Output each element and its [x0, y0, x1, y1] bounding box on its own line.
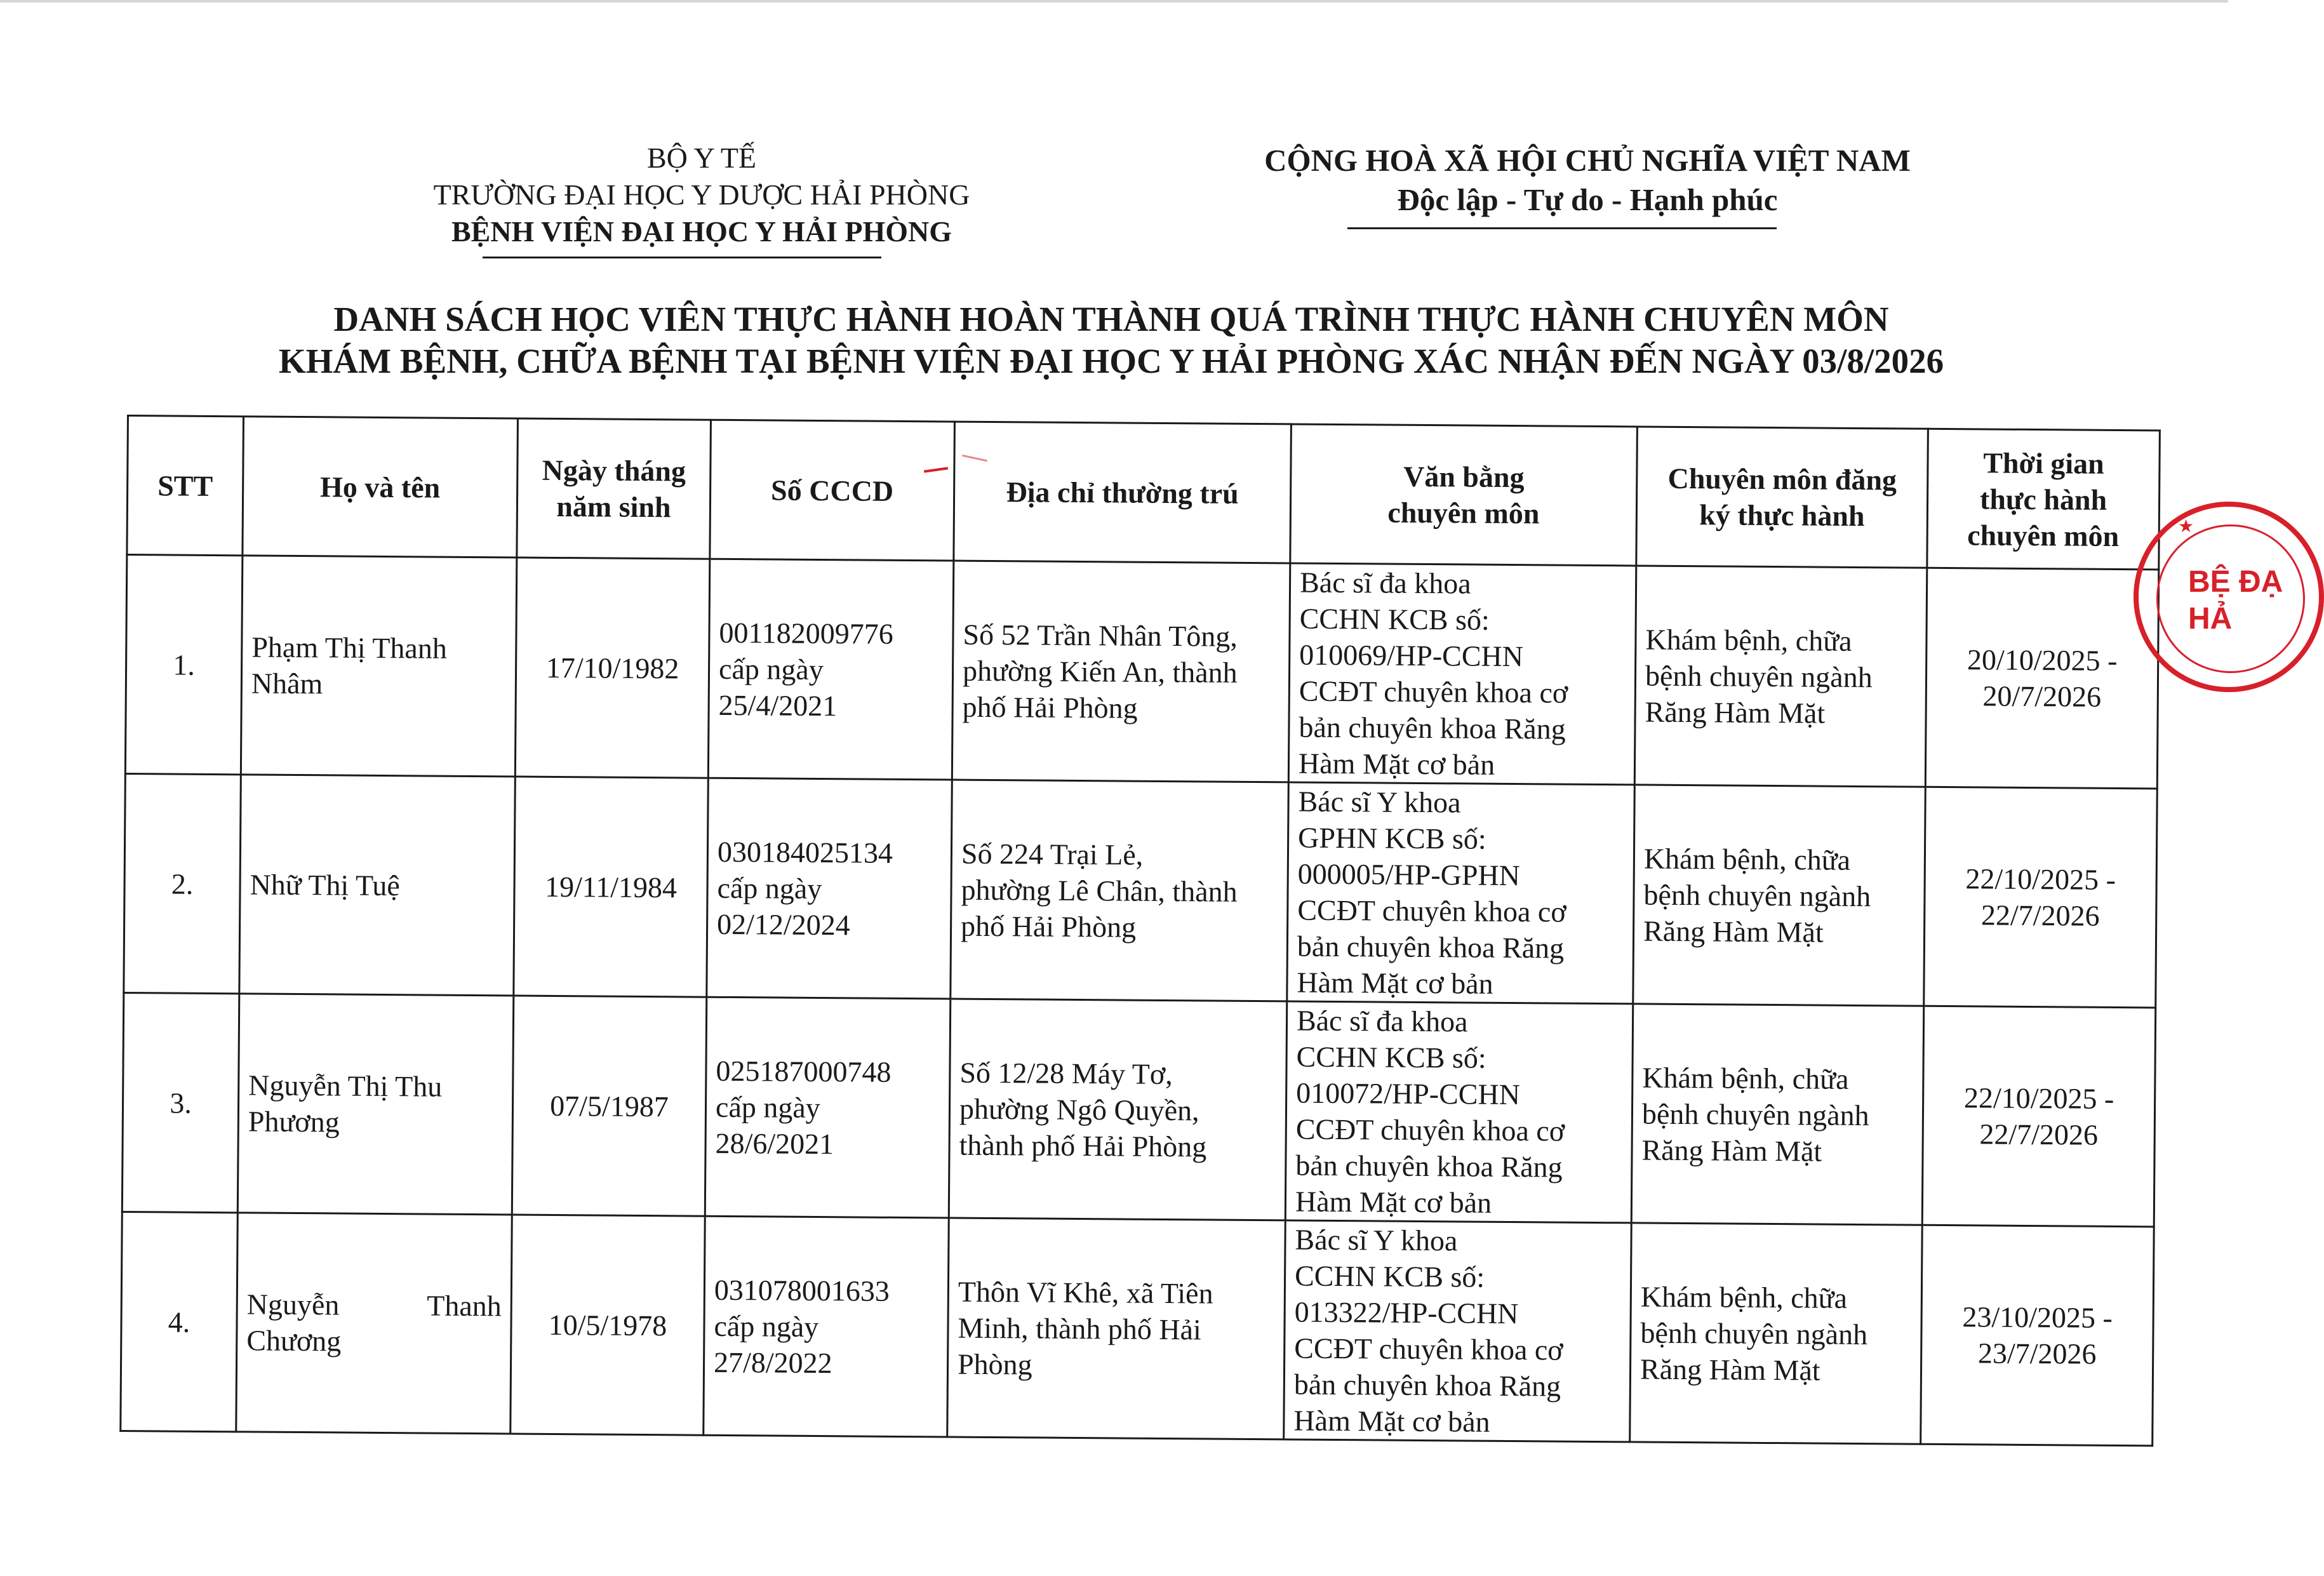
column-header-line: năm sinh	[556, 490, 671, 524]
cell-degree	[1287, 782, 1635, 1004]
cell-cccd	[704, 1216, 949, 1437]
cell-line: 030184025134	[717, 835, 893, 869]
cell-line: Chương	[246, 1324, 342, 1358]
cell-stt: 4.	[121, 1212, 238, 1431]
column-header-line: Họ và tên	[319, 470, 441, 504]
cell-line: phố Hải Phòng	[960, 909, 1137, 944]
cell-line: 025187000748	[716, 1054, 892, 1088]
cell-line: Khám bệnh, chữa	[1645, 623, 1852, 657]
column-header-line: chuyên môn	[1387, 496, 1540, 530]
cell-line: 22/7/2026	[1979, 1118, 2099, 1151]
cell-line: Răng Hàm Mặt	[1639, 1352, 1820, 1387]
cell-line: Số 52 Trần Nhân Tông,	[963, 618, 1238, 653]
cell-line: 25/4/2021	[718, 688, 838, 722]
cell-line: CCĐT chuyên khoa cơ	[1295, 1112, 1565, 1147]
cell-line: CCHN KCB số:	[1299, 602, 1490, 636]
cell-cccd	[708, 559, 954, 780]
country-name: CỘNG HOÀ XÃ HỘI CHỦ NGHĨA VIỆT NAM	[1264, 143, 1911, 178]
cell-line: phố Hải Phòng	[962, 690, 1138, 725]
cell-line: 010072/HP-CCHN	[1296, 1076, 1521, 1111]
hospital-seal	[2134, 502, 2324, 692]
column-header-line: Chuyên môn đăng	[1667, 462, 1897, 497]
cell-line: Nhâm	[251, 667, 323, 700]
column-header-line: Địa chỉ thường trú	[1006, 475, 1239, 510]
cell-line: 22/10/2025 -	[1965, 862, 2116, 896]
table-body	[121, 555, 2159, 1446]
cell-line: 010069/HP-CCHN	[1299, 638, 1524, 673]
column-header	[243, 417, 518, 558]
cell-line: Hàm Mặt cơ bản	[1297, 966, 1493, 1000]
cell-line: CCĐT chuyên khoa cơ	[1299, 674, 1568, 709]
cell-address	[952, 561, 1290, 782]
cell-line: cấp ngày	[717, 871, 822, 905]
cell-line: Răng Hàm Mặt	[1645, 695, 1826, 730]
agency-underline	[483, 257, 881, 258]
cell-line: Hàm Mặt cơ bản	[1293, 1404, 1490, 1438]
cell-line: Hàm Mặt cơ bản	[1295, 1185, 1492, 1219]
star-icon: ★	[2178, 517, 2194, 537]
cell-line: 001182009776	[719, 616, 893, 650]
cell-period	[1925, 568, 2159, 789]
cell-line: Răng Hàm Mặt	[1643, 914, 1824, 949]
cell-line: bản chuyên khoa Răng	[1295, 1149, 1563, 1184]
cell-name	[236, 1213, 512, 1434]
cell-name	[237, 994, 514, 1215]
cell-line: Khám bệnh, chữa	[1640, 1280, 1848, 1314]
cell-line: 27/8/2022	[713, 1346, 832, 1379]
cell-dob: 10/5/1978	[511, 1215, 705, 1435]
cell-line: 28/6/2021	[715, 1126, 834, 1160]
cell-address	[947, 1218, 1286, 1439]
cell-line: bệnh chuyên ngành	[1641, 1097, 1869, 1132]
cell-line: CCĐT chuyên khoa cơ	[1294, 1332, 1563, 1366]
cell-line: Hàm Mặt cơ bản	[1298, 747, 1495, 781]
column-header-line: chuyên môn	[1967, 518, 2120, 552]
cell-line: 23/10/2025 -	[1962, 1300, 2113, 1334]
cell-line: Số 224 Trại Lẻ,	[961, 837, 1144, 871]
column-header-line: STT	[157, 469, 213, 502]
column-header-line: Ngày tháng	[542, 453, 686, 488]
cell-line: CCHN KCB số:	[1294, 1259, 1485, 1293]
cell-stt: 1.	[125, 555, 243, 775]
cell-line: GPHN KCB số:	[1297, 821, 1486, 855]
cell-line: Phạm Thị Thanh	[251, 631, 448, 665]
cell-name	[239, 775, 516, 996]
cell-line: Nhữ Thị Tuệ	[250, 867, 401, 902]
cell-dob: 07/5/1987	[512, 996, 707, 1216]
cell-line: 02/12/2024	[716, 907, 850, 941]
scan-top-edge	[0, 0, 2228, 3]
cell-line: Khám bệnh, chữa	[1643, 842, 1851, 876]
cell-line: Số 12/28 Máy Tơ,	[959, 1056, 1173, 1090]
cell-line: Bác sĩ đa khoa	[1299, 566, 1471, 600]
cell-line: 000005/HP-GPHN	[1297, 857, 1521, 892]
cell-cccd	[705, 997, 951, 1218]
cell-line: bản chuyên khoa Răng	[1293, 1368, 1561, 1403]
cell-line: 22/10/2025 -	[1963, 1081, 2114, 1115]
column-header	[954, 422, 1292, 563]
cell-line: bệnh chuyên ngành	[1643, 878, 1871, 912]
cell-line: Phương	[248, 1105, 340, 1139]
trainee-table	[119, 415, 2161, 1446]
cell-line: 23/7/2026	[1977, 1337, 2097, 1370]
column-header	[517, 418, 711, 559]
cell-line: Nguyễn Thị Thu	[248, 1069, 443, 1103]
title-line-1: DANH SÁCH HỌC VIÊN THỰC HÀNH HOÀN THÀNH QUÁ TRÌNH THỰC HÀNH CHUYÊN MÔN	[333, 300, 1889, 338]
document-title	[127, 298, 2095, 382]
cell-specialty	[1633, 785, 1926, 1006]
cell-line: Phòng	[957, 1347, 1032, 1380]
column-header	[1927, 429, 2160, 570]
cell-period	[1921, 1225, 2154, 1446]
column-header-line: ký thực hành	[1699, 498, 1865, 533]
cell-line: thành phố Hải Phòng	[959, 1128, 1207, 1163]
column-header	[710, 420, 955, 561]
cell-line: bản chuyên khoa Răng	[1297, 930, 1565, 965]
cell-line: phường Ngô Quyền,	[959, 1092, 1199, 1126]
national-motto-block	[1194, 141, 1981, 220]
cell-line: CCĐT chuyên khoa cơ	[1297, 893, 1566, 928]
cell-address	[951, 780, 1289, 1001]
cell-line: cấp ngày	[714, 1309, 819, 1343]
cell-address	[949, 999, 1287, 1220]
cell-period	[1922, 1006, 2156, 1227]
cell-line: Răng Hàm Mặt	[1641, 1133, 1822, 1168]
cell-line: 20/7/2026	[1982, 679, 2102, 713]
seal-text: BỆ ĐẠ HẢ	[2188, 565, 2283, 636]
column-header-line: Thời gian	[1983, 446, 2104, 480]
title-line-2: KHÁM BỆNH, CHỮA BỆNH TẠI BỆNH VIỆN ĐẠI HỌC Y HẢI PHÒNG XÁC NHẬN ĐẾN NGÀY 03/8/2026	[278, 342, 1944, 380]
cell-stt: 3.	[122, 992, 239, 1212]
motto-underline	[1347, 227, 1777, 229]
cell-dob: 17/10/1982	[515, 558, 710, 778]
column-header-line: Số CCCD	[770, 473, 894, 507]
column-header-line: Văn bằng	[1403, 460, 1525, 494]
cell-line: 031078001633	[714, 1273, 890, 1307]
cell-stt: 2.	[124, 773, 241, 993]
cell-period	[1924, 787, 2158, 1008]
table-row	[125, 555, 2158, 789]
cell-specialty	[1630, 1223, 1923, 1444]
column-header	[1636, 427, 1928, 568]
cell-line: Bác sĩ Y khoa	[1295, 1223, 1458, 1257]
table-row	[124, 773, 2157, 1007]
cell-line: Bác sĩ Y khoa	[1298, 785, 1461, 819]
cell-line: bệnh chuyên ngành	[1640, 1316, 1868, 1351]
cell-line: Nguyễn Thanh	[246, 1288, 502, 1323]
cell-line: Minh, thành phố Hải	[958, 1311, 1201, 1346]
cell-line: cấp ngày	[715, 1090, 820, 1124]
cell-line: phường Lê Chân, thành	[961, 873, 1238, 908]
cell-degree	[1288, 563, 1636, 785]
university-name: TRƯỜNG ĐẠI HỌC Y DƯỢC HẢI PHÒNG	[433, 178, 970, 211]
cell-line: Thôn Vĩ Khê, xã Tiên	[958, 1275, 1213, 1310]
table-header-row	[127, 416, 2160, 570]
table-row	[122, 992, 2155, 1226]
cell-line: bệnh chuyên ngành	[1645, 659, 1873, 693]
cell-line: Bác sĩ đa khoa	[1296, 1004, 1468, 1038]
cell-line: bản chuyên khoa Răng	[1299, 711, 1566, 745]
cell-specialty	[1631, 1004, 1924, 1225]
column-header	[127, 416, 244, 556]
cell-name	[241, 556, 517, 777]
table-row	[121, 1212, 2154, 1445]
column-header	[1290, 424, 1638, 566]
cell-line: phường Kiến An, thành	[962, 654, 1238, 689]
cell-line: 22/7/2026	[1980, 898, 2100, 932]
cell-cccd	[707, 778, 952, 999]
cell-degree	[1285, 1001, 1633, 1223]
ministry-name: BỘ Y TẾ	[646, 142, 757, 174]
cell-line: cấp ngày	[718, 652, 824, 686]
cell-line: Khám bệnh, chữa	[1642, 1061, 1849, 1095]
cell-line: 20/10/2025 -	[1967, 643, 2118, 677]
cell-line: 013322/HP-CCHN	[1294, 1295, 1519, 1330]
issuing-agency-block	[356, 140, 1048, 250]
cell-dob: 19/11/1984	[514, 777, 709, 997]
motto: Độc lập - Tự do - Hạnh phúc	[1397, 182, 1778, 217]
cell-line: CCHN KCB số:	[1296, 1040, 1486, 1074]
cell-specialty	[1634, 566, 1927, 787]
cell-degree	[1284, 1220, 1632, 1442]
hospital-name: BỆNH VIỆN ĐẠI HỌC Y HẢI PHÒNG	[451, 215, 952, 248]
column-header-line: thực hành	[1979, 482, 2107, 516]
